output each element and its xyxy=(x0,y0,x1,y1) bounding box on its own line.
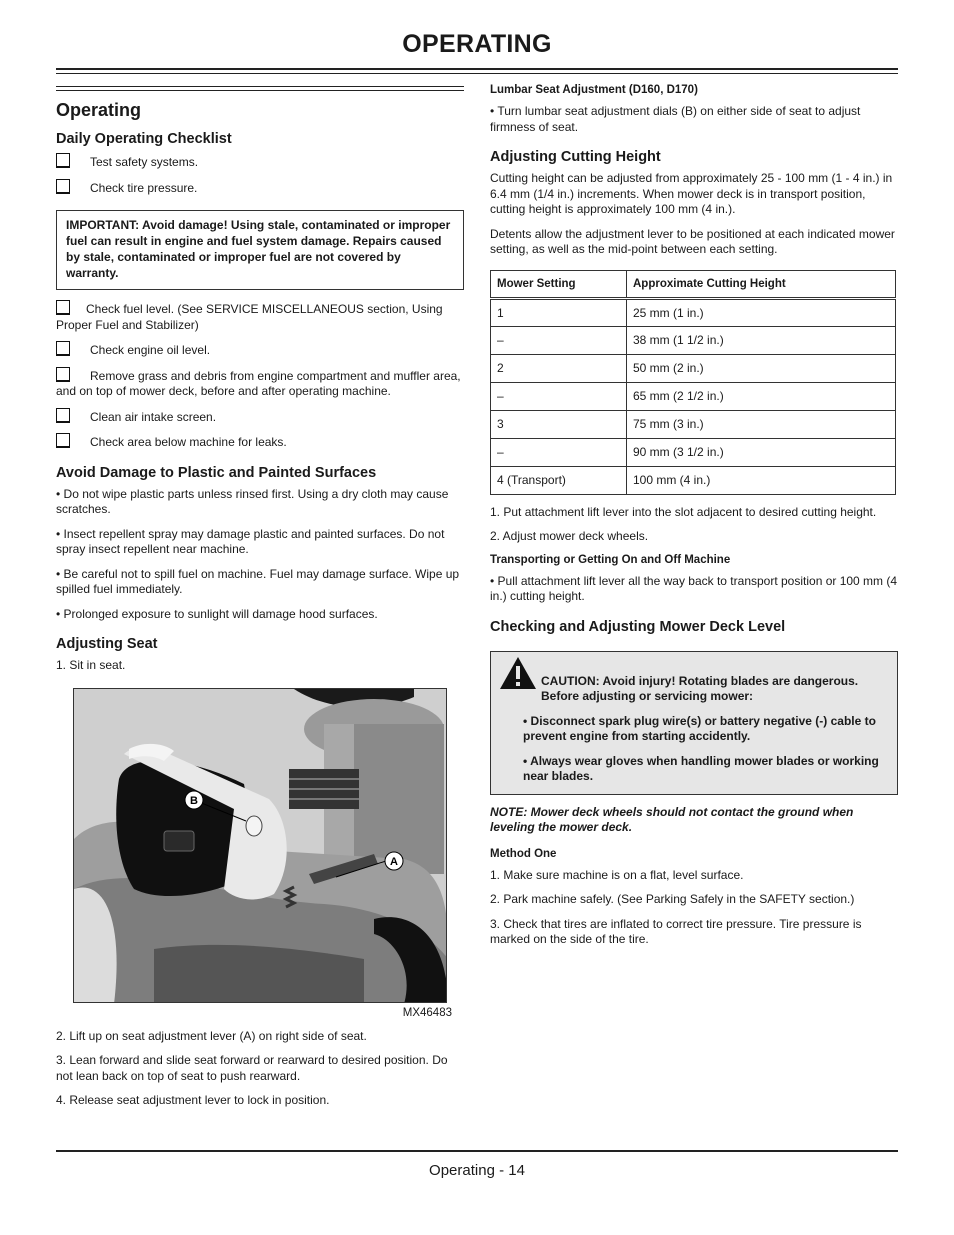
checklist-item: Check engine oil level. xyxy=(56,341,464,359)
method-step: 3. Check that tires are inflated to correct tire pressure. Tire pressure is marked on the side of the tire. xyxy=(490,916,862,946)
checkbox-icon xyxy=(56,341,70,356)
callout-b: B xyxy=(190,794,198,807)
page-header xyxy=(56,32,898,57)
cutting-paragraph: Cutting height can be adjusted from approximately 25 - 100 mm (1 - 4 in.) in 6.4 mm (1/4 in.) increments. When mower deck is in transport position, cutting height is approximately 100 mm (4 in.). xyxy=(490,171,893,216)
callout-a: A xyxy=(390,855,398,868)
page-number: Operating - 14 xyxy=(429,1162,525,1179)
checklist-item: Clean air intake screen. xyxy=(56,408,464,426)
seat-step: 3. Lean forward and slide seat forward or rearward to desired position. Do not lean back on top of seat to push rearward. xyxy=(56,1053,448,1083)
seat-step: 2. Lift up on seat adjustment lever (A) on right side of seat. xyxy=(56,1028,367,1043)
cutting-step: 1. Put attachment lift lever into the slot adjacent to desired cutting height. xyxy=(490,504,877,519)
method-step: 1. Make sure machine is on a flat, level surface. xyxy=(490,867,744,882)
transport-title: Transporting or Getting On and Off Machine xyxy=(490,553,731,566)
seat-title: Adjusting Seat xyxy=(56,636,158,652)
checklist-item: Check tire pressure. xyxy=(56,179,464,197)
lumbar-title: Lumbar Seat Adjustment (D160, D170) xyxy=(490,84,698,96)
warning-triangle-icon xyxy=(499,656,537,690)
checklist-item: Test safety systems. xyxy=(56,153,464,171)
lumbar-text: • Turn lumbar seat adjustment dials (B) on either side of seat to adjust firmness of seat. xyxy=(490,104,861,134)
method-title: Method One xyxy=(490,847,557,860)
page-title: OPERATING xyxy=(402,30,552,58)
checkbox-icon xyxy=(56,408,70,423)
deck-level-title: Checking and Adjusting Mower Deck Level xyxy=(490,618,786,635)
plastic-bullet: • Prolonged exposure to sunlight will damage hood surfaces. xyxy=(56,606,378,621)
plastic-bullet: • Do not wipe plastic parts unless rinsed first. Using a dry cloth may cause scratches. xyxy=(56,486,449,516)
section-title: Operating xyxy=(56,100,142,120)
checklist-item: Check area below machine for leaks. xyxy=(56,433,464,451)
plastic-title: Avoid Damage to Plastic and Painted Surfaces xyxy=(56,464,377,481)
right-column xyxy=(490,82,898,957)
cutting-title: Adjusting Cutting Height xyxy=(490,149,661,165)
caution-bullet: • Disconnect spark plug wire(s) or battery negative (-) cable to prevent engine from starting accidently. xyxy=(523,713,876,743)
plastic-bullet: • Insect repellent spray may damage plastic and painted surfaces. Do not spray insect repellent near machine. xyxy=(56,526,445,556)
left-column xyxy=(56,82,464,1118)
table-header: Mower Setting xyxy=(491,270,627,298)
table-row: 2 50 mm (2 in.) xyxy=(491,354,896,382)
seat-illustration xyxy=(73,688,447,1003)
cutting-step: 2. Adjust mower deck wheels. xyxy=(490,529,649,543)
table-row: 4 (Transport) 100 mm (4 in.) xyxy=(491,466,896,494)
header-rule xyxy=(56,68,898,70)
checkbox-icon xyxy=(56,153,70,168)
table-header-row xyxy=(491,270,896,298)
seat-drawing xyxy=(74,689,447,1003)
table-row: 3 75 mm (3 in.) xyxy=(491,410,896,438)
caution-bullet: • Always wear gloves when handling mower blades or working near blades. xyxy=(523,753,879,783)
checkbox-icon xyxy=(56,367,70,382)
figure-caption: MX46483 xyxy=(402,1006,452,1019)
table-row: – 65 mm (2 1/2 in.) xyxy=(491,382,896,410)
checklist-item: Check fuel level. (See SERVICE MISCELLANEOUS section, Using Proper Fuel and Stabilizer) xyxy=(56,302,443,332)
important-notice: IMPORTANT: Avoid damage! Using stale, contaminated or improper fuel can result in engine and fuel system damage. Repairs caused by stale, contaminated or improper fuel are not covered by warranty. xyxy=(56,210,464,290)
checkbox-icon xyxy=(56,179,70,194)
transport-text: • Pull attachment lift lever all the way back to transport position or 100 mm (4 in.) cutting height. xyxy=(490,573,898,603)
caution-notice xyxy=(490,651,898,795)
checklist-title: Daily Operating Checklist xyxy=(56,131,232,147)
checklist-item: Remove grass and debris from engine compartment and muffler area, and on top of mower deck, before and after operating machine. xyxy=(56,368,461,398)
footer-rule xyxy=(56,1150,898,1152)
seat-step: 1. Sit in seat. xyxy=(56,658,126,672)
seat-step: 4. Release seat adjustment lever to lock in position. xyxy=(56,1093,330,1107)
table-row: – 90 mm (3 1/2 in.) xyxy=(491,438,896,466)
table-row: 1 25 mm (1 in.) xyxy=(491,298,896,326)
table-header: Approximate Cutting Height xyxy=(627,270,896,298)
cutting-height-table xyxy=(490,270,896,495)
header-rule-thin xyxy=(56,73,898,74)
cutting-paragraph: Detents allow the adjustment lever to be positioned at each indicated mower setting, as well as the mid-point between each setting. xyxy=(490,226,895,256)
table-row: – 38 mm (1 1/2 in.) xyxy=(491,326,896,354)
caution-main: CAUTION: Avoid injury! Rotating blades are dangerous. Before adjusting or servicing mower: xyxy=(499,656,888,705)
plastic-bullet: • Be careful not to spill fuel on machine. Fuel may damage surface. Wipe up spilled fuel immediately. xyxy=(56,566,460,596)
note-text: NOTE: Mower deck wheels should not contact the ground when leveling the mower deck. xyxy=(490,804,854,834)
method-step: 2. Park machine safely. (See Parking Safely in the SAFETY section.) xyxy=(490,892,855,906)
checkbox-icon xyxy=(56,433,70,448)
checkbox-icon xyxy=(56,300,70,315)
